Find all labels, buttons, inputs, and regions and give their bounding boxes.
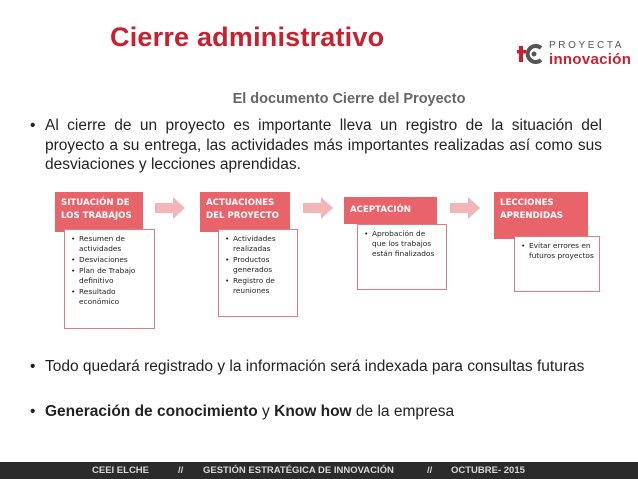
- bullet-cierre: [30, 116, 602, 175]
- bullet-registro: [30, 357, 602, 377]
- footer-bar: [0, 462, 638, 479]
- stage-item: • Evitar errores en futuros proyectos: [521, 241, 594, 261]
- footer-date: OCTUBRE- 2015: [451, 465, 525, 476]
- proyecta-innovacion-logo: [517, 38, 632, 72]
- bold-text: Generación de conocimiento: [45, 403, 258, 420]
- stage-item: • Resumen de actividades: [71, 234, 149, 254]
- arrow-right-icon: [450, 197, 480, 219]
- footer-organization: CEEI ELCHE: [92, 465, 150, 476]
- stage-heading-situacion: SITUACIÓN DE LOS TRABAJOS: [55, 192, 143, 232]
- logo-text-bottom: innovación: [549, 51, 632, 68]
- stage-box-lecciones: [514, 236, 600, 292]
- arrow-right-icon: [303, 197, 333, 219]
- slide-subtitle: El documento Cierre del Proyecto: [232, 91, 466, 107]
- footer-separator: //: [427, 465, 433, 476]
- bullet-marker: •: [30, 358, 36, 375]
- stage-box-aceptacion: [357, 224, 447, 290]
- bullet-text: Al cierre de un proyecto es importante lleva un registro de la situación del proyecto a su entrega, las actividades más importantes realizadas así como sus desviaciones y lecciones aprendidas.: [45, 117, 602, 173]
- stage-item: • Aprobación de que los trabajos están finalizados: [364, 229, 441, 259]
- bullet-conocimiento: [30, 402, 602, 422]
- stage-heading-aceptacion: ACEPTACIÓN: [344, 197, 437, 224]
- slide-title: Cierre administrativo: [110, 22, 385, 52]
- stage-item: • Desviaciones: [71, 255, 149, 265]
- logo-text-top: PROYECTA: [549, 40, 625, 51]
- footer-separator: //: [178, 465, 184, 476]
- bullet-marker: •: [30, 403, 36, 420]
- stage-item: • Plan de Trabajo definitivo: [71, 266, 149, 286]
- bullet-text: Todo quedará registrado y la información será indexada para consultas futuras: [45, 358, 585, 375]
- stage-item: • Resultado económico: [71, 287, 149, 307]
- stage-box-situacion: [64, 229, 155, 329]
- stage-item: • Registro de reuniones: [225, 276, 292, 296]
- bold-text: Know how: [274, 403, 352, 420]
- bullet-marker: •: [30, 117, 36, 134]
- arrow-right-icon: [155, 197, 185, 219]
- connector-text: y: [257, 403, 275, 420]
- tail-text: de la empresa: [351, 403, 455, 420]
- stage-heading-actuaciones: ACTUACIONES DEL PROYECTO: [200, 192, 290, 232]
- logo-mark-icon: [517, 40, 545, 68]
- bullet-text: [30, 402, 602, 422]
- stage-box-actuaciones: [218, 229, 298, 317]
- footer-topic: GESTIÓN ESTRATÉGICA DE INNOVACIÓN: [203, 465, 394, 476]
- stage-item: • Actividades realizadas: [225, 234, 292, 254]
- stage-item: • Productos generados: [225, 255, 292, 275]
- stage-heading-lecciones: LECCIONES APRENDIDAS: [494, 192, 588, 239]
